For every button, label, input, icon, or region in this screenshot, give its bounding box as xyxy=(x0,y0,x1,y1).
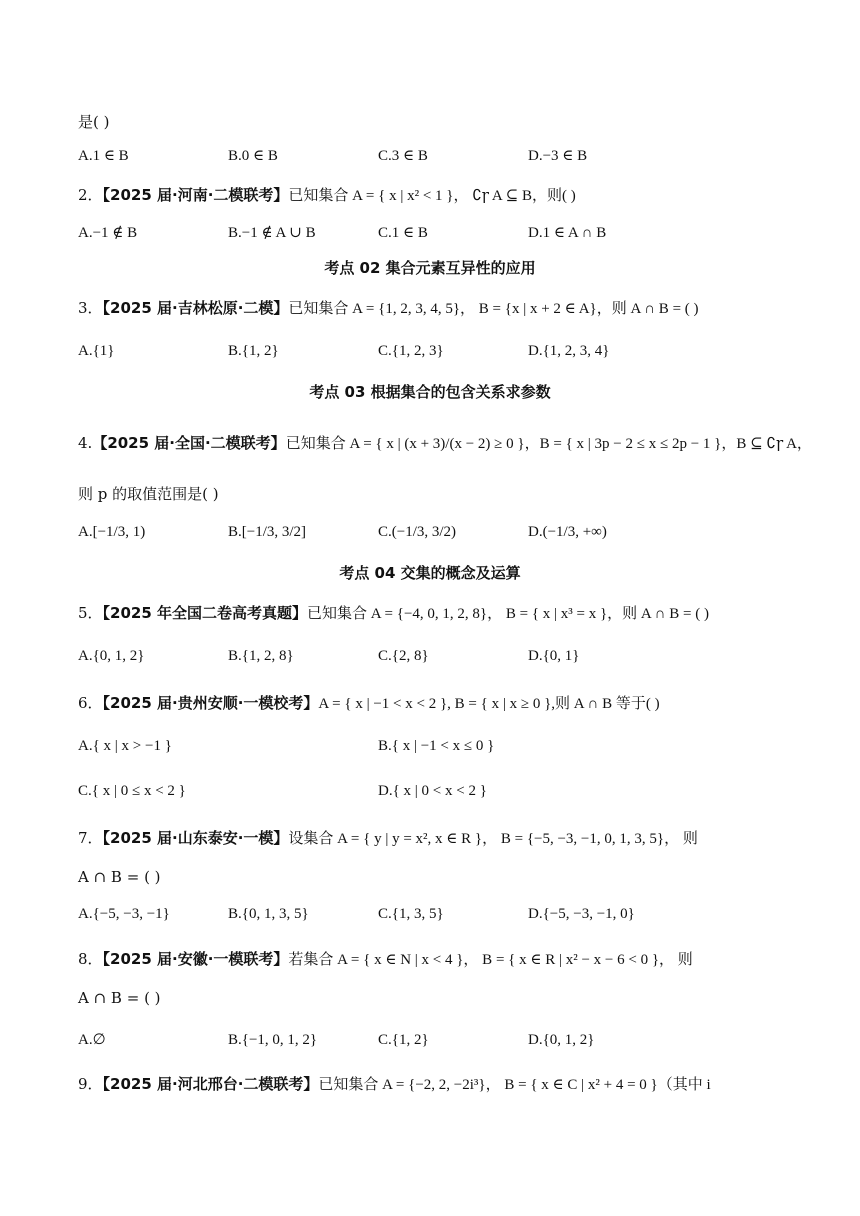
q8-number: 8． xyxy=(78,950,103,968)
q8-stem-line2: A ∩ B = ( ) xyxy=(78,989,161,1007)
q4-stem xyxy=(78,432,812,455)
q7-body: 设集合 A = { y | y = x², x ∈ R }， B = {−5, −3, −1, 0, 1, 3, 5}， 则 xyxy=(288,831,698,847)
q1-option-a: A.1 ∈ B xyxy=(78,148,129,164)
q5-stem xyxy=(78,602,709,625)
q1-option-d: D.−3 ∈ B xyxy=(528,148,588,164)
q8-option-b: B.{−1, 0, 1, 2} xyxy=(228,1032,318,1048)
q3-option-d: D.{1, 2, 3, 4} xyxy=(528,343,610,359)
q5-source: 【2025 年全国二卷高考真题】 xyxy=(102,604,308,622)
q6-body: A = { x | −1 < x < 2 }, B = { x | x ≥ 0 },则 A ∩ B 等于( ) xyxy=(318,696,660,712)
q2-option-a: A.−1 ∉ B xyxy=(78,225,138,241)
q6-options-row1 xyxy=(78,734,798,758)
q5-option-a: A.{0, 1, 2} xyxy=(78,648,145,664)
q9-source: 【2025 届·河北邢台·二模联考】 xyxy=(102,1075,319,1093)
q9-stem xyxy=(78,1073,711,1096)
q2-option-c: C.1 ∈ B xyxy=(378,225,428,241)
q3-option-b: B.{1, 2} xyxy=(228,343,279,359)
q1-stem-tail: 是( ) xyxy=(78,113,110,131)
q2-option-b: B.−1 ∉ A ∪ B xyxy=(228,225,316,241)
q3-body: 已知集合 A = {1, 2, 3, 4, 5}， B = {x | x + 2 ∈ A}，则 A ∩ B = ( ) xyxy=(288,301,699,317)
q4-number: 4. xyxy=(78,434,93,452)
q8-option-c: C.{1, 2} xyxy=(378,1032,429,1048)
q4-option-b: B.[−1/3, 3/2] xyxy=(228,524,307,540)
q7-option-a: A.{−5, −3, −1} xyxy=(78,906,170,922)
q4-option-d: D.(−1/3, +∞) xyxy=(528,524,607,540)
q6-options-row2 xyxy=(78,779,798,803)
q2-body: 已知集合 A = { x | x² < 1 }， ∁ꞅ A ⊆ B，则( ) xyxy=(288,188,576,204)
q8-stem xyxy=(78,948,693,971)
q9-number: 9． xyxy=(78,1075,103,1093)
q6-option-a: A.{ x | x > −1 } xyxy=(78,738,172,754)
q4-option-c: C.(−1/3, 3/2) xyxy=(378,524,457,540)
q7-number: 7． xyxy=(78,829,103,847)
q4-stem-line2: 则 p 的取值范围是( ) xyxy=(78,485,219,503)
q3-number: 3． xyxy=(78,299,103,317)
q3-source: 【2025 届·吉林松原·二模】 xyxy=(102,299,289,317)
q8-source: 【2025 届·安徽·一模联考】 xyxy=(102,950,289,968)
q4-body: 已知集合 A = { x | (x + 3)/(x − 2) ≥ 0 }，B = { x | 3p − 2 ≤ x ≤ 2p − 1 }，B ⊆ ∁ꞅ A， xyxy=(285,436,812,452)
q5-option-c: C.{2, 8} xyxy=(378,648,429,664)
q6-option-d: D.{ x | 0 < x < 2 } xyxy=(378,783,487,799)
q1-option-c: C.3 ∈ B xyxy=(378,148,428,164)
q5-number: 5． xyxy=(78,604,103,622)
q7-option-d: D.{−5, −3, −1, 0} xyxy=(528,906,635,922)
q7-stem xyxy=(78,827,698,850)
q4-source: 【2025 届·全国·二模联考】 xyxy=(92,434,286,452)
q5-options xyxy=(78,644,798,668)
q1-options xyxy=(78,144,798,168)
q5-option-d: D.{0, 1} xyxy=(528,648,580,664)
section-heading-03: 考点 03 根据集合的包含关系求参数 xyxy=(309,383,551,401)
q3-option-a: A.{1} xyxy=(78,343,115,359)
q6-stem xyxy=(78,692,660,715)
q5-option-b: B.{1, 2, 8} xyxy=(228,648,294,664)
q9-body: 已知集合 A = {−2, 2, −2i³}， B = { x ∈ C | x² + 4 = 0 }（其中 i xyxy=(318,1077,711,1093)
q6-number: 6． xyxy=(78,694,103,712)
q7-source: 【2025 届·山东泰安·一模】 xyxy=(102,829,289,847)
q7-option-b: B.{0, 1, 3, 5} xyxy=(228,906,309,922)
q7-option-c: C.{1, 3, 5} xyxy=(378,906,444,922)
q8-body: 若集合 A = { x ∈ N | x < 4 }， B = { x ∈ R | x² − x − 6 < 0 }， 则 xyxy=(288,952,693,968)
q2-stem xyxy=(78,184,576,207)
q3-options xyxy=(78,339,798,363)
q2-source: 【2025 届·河南·二模联考】 xyxy=(102,186,289,204)
q2-options xyxy=(78,221,798,245)
q4-option-a: A.[−1/3, 1) xyxy=(78,524,146,540)
section-heading-04: 考点 04 交集的概念及运算 xyxy=(339,564,521,582)
q4-options xyxy=(78,520,798,544)
section-heading-02: 考点 02 集合元素互异性的应用 xyxy=(324,259,536,277)
q2-number: 2． xyxy=(78,186,103,204)
q7-options xyxy=(78,902,798,926)
q3-option-c: C.{1, 2, 3} xyxy=(378,343,444,359)
q3-stem xyxy=(78,297,699,320)
q2-option-d: D.1 ∈ A ∩ B xyxy=(528,225,607,241)
q6-option-b: B.{ x | −1 < x ≤ 0 } xyxy=(378,738,495,754)
q7-stem-line2: A ∩ B = ( ) xyxy=(78,868,161,886)
q5-body: 已知集合 A = {−4, 0, 1, 2, 8}， B = { x | x³ = x }，则 A ∩ B = ( ) xyxy=(307,606,709,622)
q6-option-c: C.{ x | 0 ≤ x < 2 } xyxy=(78,783,186,799)
q6-source: 【2025 届·贵州安顺·一模校考】 xyxy=(102,694,319,712)
q8-option-d: D.{0, 1, 2} xyxy=(528,1032,595,1048)
q8-options xyxy=(78,1028,798,1052)
q1-option-b: B.0 ∈ B xyxy=(228,148,278,164)
q8-option-a: A.∅ xyxy=(78,1032,106,1048)
